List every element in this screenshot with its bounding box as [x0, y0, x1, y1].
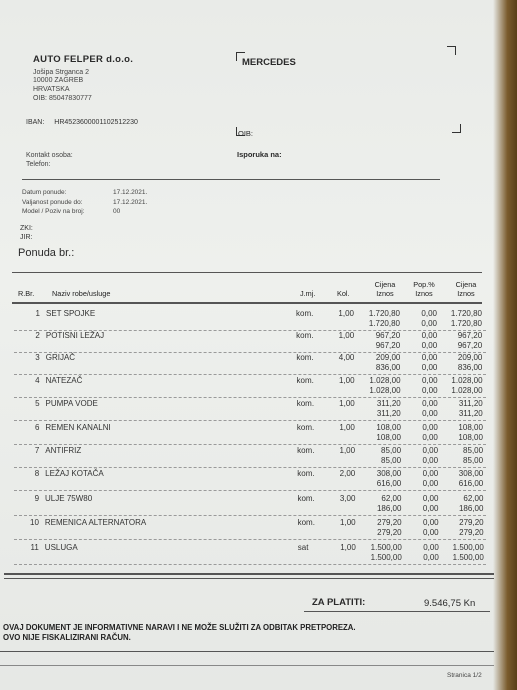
- row-separator: [14, 374, 486, 375]
- offer-title: Ponuda br.:: [18, 247, 75, 259]
- cell-amount: 1.720,80: [368, 319, 400, 328]
- seller-city: 10000 ZAGREB: [33, 77, 84, 84]
- cell-disc-amt: 0,00: [421, 386, 438, 395]
- cell-net-amt: 967,20: [457, 341, 483, 350]
- cell-disc: 0,00: [423, 543, 439, 552]
- cell-disc: 0,00: [422, 469, 439, 478]
- cell-unit: kom.: [297, 446, 315, 455]
- col-header-rbr: R.Br.: [18, 289, 35, 298]
- cell-amount: 311,20: [376, 409, 401, 418]
- cell-name: ULJE 75W80: [45, 494, 93, 503]
- cell-disc-amt: 0,00: [421, 341, 438, 350]
- cell-name: SET SPOJKE: [46, 309, 96, 318]
- cell-amount: 1.500,00: [370, 553, 402, 562]
- col-header-price-bottom: Iznos: [376, 289, 394, 298]
- cell-rbr: 5: [35, 399, 40, 408]
- seller-oib: OIB: 85047830777: [33, 95, 92, 102]
- row-separator: [14, 490, 486, 491]
- col-header-discount-bottom: Iznos: [415, 289, 433, 298]
- cell-amount: 85,00: [381, 456, 402, 465]
- recipient-oib-label: OIB:: [238, 129, 254, 138]
- cell-rbr: 9: [34, 494, 40, 503]
- col-header-name: Naziv robe/usluge: [52, 289, 111, 298]
- cell-name: POTISNI LEŽAJ: [45, 331, 105, 340]
- cell-net-amt: 836,00: [457, 363, 483, 372]
- cell-disc: 0,00: [422, 494, 439, 503]
- cell-net-amt: 279,20: [459, 528, 484, 537]
- seller-street: Jošipa Strganca 2: [33, 69, 90, 76]
- cell-price: 62,00: [381, 494, 402, 503]
- cell-unit: kom.: [296, 353, 314, 362]
- col-header-discount: [408, 280, 440, 298]
- cell-unit: kom.: [296, 399, 315, 408]
- cell-name: REMEN KANALNI: [45, 423, 111, 432]
- cell-price: 1.028,00: [369, 376, 401, 385]
- cell-name: LEŽAJ KOTAČA: [45, 469, 104, 478]
- row-separator: [14, 444, 486, 445]
- divider: [0, 651, 494, 652]
- cell-disc-amt: 0,00: [421, 319, 437, 328]
- delivery-label: Isporuka na:: [237, 150, 282, 159]
- cell-name: NATEZAČ: [45, 376, 83, 385]
- cell-qty: 1,00: [339, 423, 355, 432]
- cell-price: 108,00: [376, 423, 401, 432]
- cell-amount: 836,00: [375, 363, 401, 372]
- cell-rbr: 1: [35, 309, 40, 318]
- row-separator: [14, 515, 486, 516]
- iban-line: [26, 119, 138, 126]
- cell-unit: kom.: [296, 309, 314, 318]
- cell-qty: 1,00: [340, 543, 356, 552]
- cell-net: 967,20: [457, 331, 483, 340]
- cell-qty: 1,00: [340, 518, 356, 527]
- col-header-unit: J.mj.: [300, 289, 316, 298]
- cell-price: 1.500,00: [370, 543, 402, 552]
- divider: [4, 578, 494, 579]
- cell-net: 1.720,80: [450, 309, 482, 318]
- col-header-total: [446, 280, 486, 298]
- cell-net-amt: 1.028,00: [451, 386, 483, 395]
- notice-line-1: OVAJ DOKUMENT JE INFORMATIVNE NARAVI I NE MOŽE SLUŽITI ZA ODBITAK PRETPOREZA.: [3, 623, 356, 632]
- valid-until-label: Valjanost ponude do:: [22, 199, 83, 206]
- jir-label: JIR:: [20, 234, 33, 241]
- cell-net-amt: 108,00: [458, 433, 483, 442]
- divider: [12, 272, 482, 273]
- cell-qty: 1,00: [338, 331, 355, 340]
- row-separator: [14, 397, 486, 398]
- cell-disc: 0,00: [421, 331, 438, 340]
- cell-disc: 0,00: [421, 353, 438, 362]
- cell-unit: sat: [297, 543, 309, 552]
- cell-rbr: 6: [34, 423, 40, 432]
- cell-net: 279,20: [459, 518, 484, 527]
- cell-rbr: 10: [30, 518, 39, 527]
- iban-label: IBAN:: [26, 119, 45, 126]
- col-header-qty: Kol.: [337, 289, 350, 298]
- recipient-name: MERCEDES: [242, 57, 296, 68]
- cell-disc-amt: 0,00: [422, 479, 439, 488]
- cell-rbr: 8: [34, 469, 40, 478]
- cell-disc-amt: 0,00: [422, 433, 438, 442]
- table-header-divider: [12, 302, 482, 304]
- cell-disc-amt: 0,00: [421, 363, 438, 372]
- cell-qty: 1,00: [339, 399, 355, 408]
- col-header-price: [365, 280, 405, 298]
- cell-name: PUMPA VODE: [45, 399, 98, 408]
- cell-net-amt: 1.500,00: [452, 553, 484, 562]
- address-box-corner: [447, 46, 456, 55]
- divider: [304, 611, 490, 612]
- row-separator: [14, 539, 486, 540]
- cell-name: REMENICA ALTERNATORA: [44, 518, 147, 527]
- cell-disc: 0,00: [422, 399, 438, 408]
- cell-name: ANTIFRIZ: [45, 446, 82, 455]
- cell-qty: 3,00: [339, 494, 356, 503]
- cell-net-amt: 311,20: [458, 409, 483, 418]
- cell-net: 1.028,00: [451, 376, 483, 385]
- cell-disc: 0,00: [423, 518, 439, 527]
- contact-person-label: Kontakt osoba:: [26, 152, 73, 159]
- cell-unit: kom.: [297, 469, 315, 478]
- cell-rbr: 3: [35, 353, 40, 362]
- cell-net: 1.500,00: [452, 543, 484, 552]
- cell-price: 311,20: [376, 399, 401, 408]
- cell-disc: 0,00: [421, 376, 438, 385]
- cell-unit: kom.: [296, 331, 314, 340]
- cell-net: 108,00: [458, 423, 483, 432]
- cell-net: 308,00: [458, 469, 484, 478]
- page-number: Stranica 1/2: [447, 672, 482, 679]
- total-value: 9.546,75 Kn: [424, 598, 476, 609]
- notice-line-2: OVO NIJE FISKALIZIRANI RAČUN.: [3, 633, 131, 642]
- cell-net: 85,00: [463, 446, 484, 455]
- cell-price: 85,00: [381, 446, 402, 455]
- cell-net: 311,20: [458, 399, 483, 408]
- address-box-corner: [452, 124, 461, 133]
- seller-country: HRVATSKA: [33, 86, 70, 93]
- cell-amount: 967,20: [375, 341, 401, 350]
- cell-unit: kom.: [297, 494, 315, 503]
- valid-until-value: 17.12.2021.: [113, 199, 148, 206]
- divider: [22, 179, 440, 180]
- cell-amount: 279,20: [377, 528, 402, 537]
- model-label: Model / Poziv na broj:: [22, 208, 85, 215]
- row-separator: [14, 420, 486, 421]
- cell-disc: 0,00: [421, 309, 437, 318]
- cell-rbr: 7: [34, 446, 40, 455]
- total-label: ZA PLATITI:: [312, 597, 366, 608]
- zki-label: ZKI:: [20, 225, 33, 232]
- cell-net: 209,00: [457, 353, 483, 362]
- cell-net-amt: 1.720,80: [450, 319, 482, 328]
- cell-rbr: 11: [30, 543, 39, 552]
- cell-net-amt: 85,00: [463, 456, 484, 465]
- cell-price: 1.720,80: [368, 309, 400, 318]
- cell-price: 967,20: [375, 331, 401, 340]
- cell-net-amt: 616,00: [458, 479, 484, 488]
- cell-qty: 2,00: [339, 469, 356, 478]
- cell-amount: 1.028,00: [369, 386, 401, 395]
- cell-net: 62,00: [463, 494, 484, 503]
- cell-qty: 4,00: [338, 353, 355, 362]
- cell-disc-amt: 0,00: [422, 409, 438, 418]
- col-header-price-top: Cijena: [374, 280, 396, 289]
- seller-name: AUTO FELPER d.o.o.: [33, 54, 134, 65]
- col-header-total-bottom: Iznos: [457, 289, 475, 298]
- cell-disc-amt: 0,00: [422, 456, 439, 465]
- iban-value: HR4523600001102512230: [54, 119, 138, 126]
- col-header-discount-top: Pop.%: [413, 280, 435, 289]
- cell-qty: 1,00: [338, 309, 354, 318]
- cell-price: 209,00: [375, 353, 401, 362]
- divider: [4, 573, 494, 575]
- divider: [0, 665, 494, 666]
- cell-amount: 108,00: [376, 433, 401, 442]
- cell-amount: 616,00: [376, 479, 402, 488]
- cell-name: GRIJAČ: [45, 353, 76, 362]
- cell-net-amt: 186,00: [458, 504, 484, 513]
- cell-unit: kom.: [296, 376, 314, 385]
- row-separator: [14, 564, 486, 565]
- model-value: 00: [113, 208, 121, 215]
- background-edge: [493, 0, 517, 690]
- cell-price: 279,20: [377, 518, 402, 527]
- cell-disc: 0,00: [422, 446, 439, 455]
- cell-rbr: 2: [35, 331, 40, 340]
- cell-price: 308,00: [376, 469, 402, 478]
- cell-qty: 1,00: [338, 376, 355, 385]
- offer-date-value: 17.12.2021.: [113, 189, 148, 196]
- cell-disc-amt: 0,00: [423, 528, 439, 537]
- col-header-total-top: Cijena: [455, 280, 477, 289]
- row-separator: [14, 467, 486, 468]
- cell-disc-amt: 0,00: [422, 504, 439, 513]
- cell-amount: 186,00: [376, 504, 402, 513]
- cell-disc-amt: 0,00: [423, 553, 439, 562]
- offer-date-label: Datum ponude:: [22, 189, 67, 196]
- contact-phone-label: Telefon:: [26, 161, 51, 168]
- cell-unit: kom.: [296, 423, 315, 432]
- cell-qty: 1,00: [339, 446, 356, 455]
- cell-disc: 0,00: [422, 423, 438, 432]
- cell-unit: kom.: [297, 518, 315, 527]
- cell-name: USLUGA: [44, 543, 78, 552]
- cell-rbr: 4: [35, 376, 40, 385]
